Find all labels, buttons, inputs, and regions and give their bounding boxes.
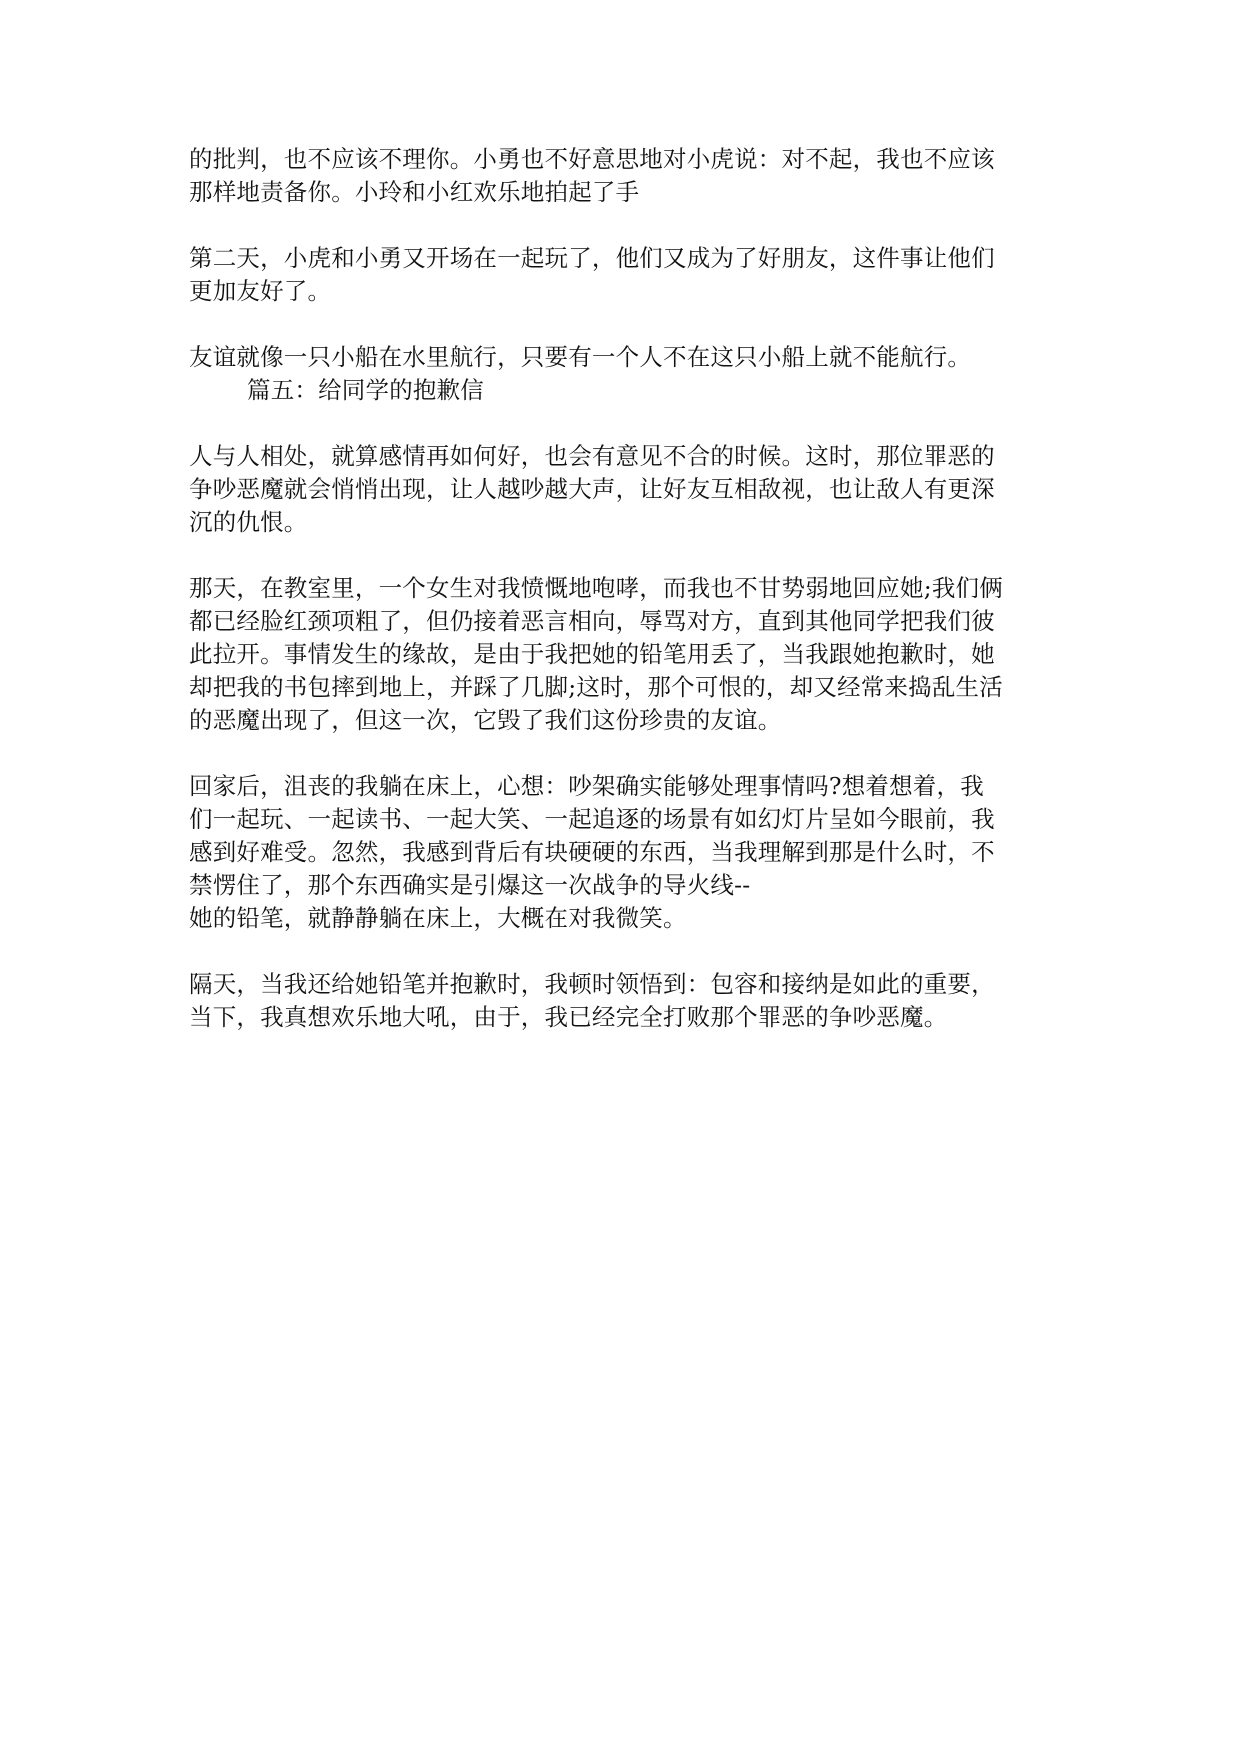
- text-line: 回家后，沮丧的我躺在床上，心想：吵架确实能够处理事情吗?想着想着，我: [189, 772, 984, 800]
- text-line: 友谊就像一只小船在水里航行，只要有一个人不在这只小船上就不能航行。: [189, 343, 972, 371]
- paragraph-gap: [189, 935, 1049, 968]
- section-heading: 篇五：给同学的抱歉信: [247, 376, 484, 404]
- text-line: 们一起玩、一起读书、一起大笑、一起追逐的场景有如幻灯片呈如今眼前，我: [189, 805, 995, 833]
- text-line: 第二天，小虎和小勇又开场在一起玩了，他们又成为了好朋友，这件事让他们: [189, 244, 995, 272]
- text-line: 沉的仇恨。: [189, 508, 308, 536]
- paragraph-gap: [189, 407, 1049, 440]
- paragraph-gap: [189, 737, 1049, 770]
- text-line: 更加友好了。: [189, 277, 332, 305]
- text-line: 那天，在教室里，一个女生对我愤慨地咆哮，而我也不甘势弱地回应她;我们俩: [189, 574, 1003, 602]
- paragraph-gap: [189, 209, 1049, 242]
- text-line: 禁愣住了，那个东西确实是引爆这一次战争的导火线--: [189, 871, 751, 899]
- text-line: 她的铅笔，就静静躺在床上，大概在对我微笑。: [189, 904, 687, 932]
- text-line: 争吵恶魔就会悄悄出现，让人越吵越大声，让好友互相敌视，也让敌人有更深: [189, 475, 995, 503]
- text-line: 隔天，当我还给她铅笔并抱歉时，我顿时领悟到：包容和接纳是如此的重要，: [189, 970, 995, 998]
- paragraph-gap: [189, 308, 1049, 341]
- text-line: 的恶魔出现了，但这一次，它毁了我们这份珍贵的友谊。: [189, 706, 782, 734]
- text-line: 此拉开。事情发生的缘故，是由于我把她的铅笔用丢了，当我跟她抱歉时，她: [189, 640, 995, 668]
- text-line: 却把我的书包摔到地上，并踩了几脚;这时，那个可恨的，却又经常来捣乱生活: [189, 673, 1003, 701]
- text-line: 那样地责备你。小玲和小红欢乐地拍起了手: [189, 178, 640, 206]
- text-line: 的批判，也不应该不理你。小勇也不好意思地对小虎说：对不起，我也不应该: [189, 145, 995, 173]
- text-line: 当下，我真想欢乐地大吼，由于，我已经完全打败那个罪恶的争吵恶魔。: [189, 1003, 948, 1031]
- document-body: [189, 143, 1049, 1034]
- paragraph-gap: [189, 539, 1049, 572]
- text-line: 都已经脸红颈项粗了，但仍接着恶言相向，辱骂对方，直到其他同学把我们彼: [189, 607, 995, 635]
- text-line: 人与人相处，就算感情再如何好，也会有意见不合的时候。这时，那位罪恶的: [189, 442, 995, 470]
- text-line: 感到好难受。忽然，我感到背后有块硬硬的东西，当我理解到那是什么时，不: [189, 838, 995, 866]
